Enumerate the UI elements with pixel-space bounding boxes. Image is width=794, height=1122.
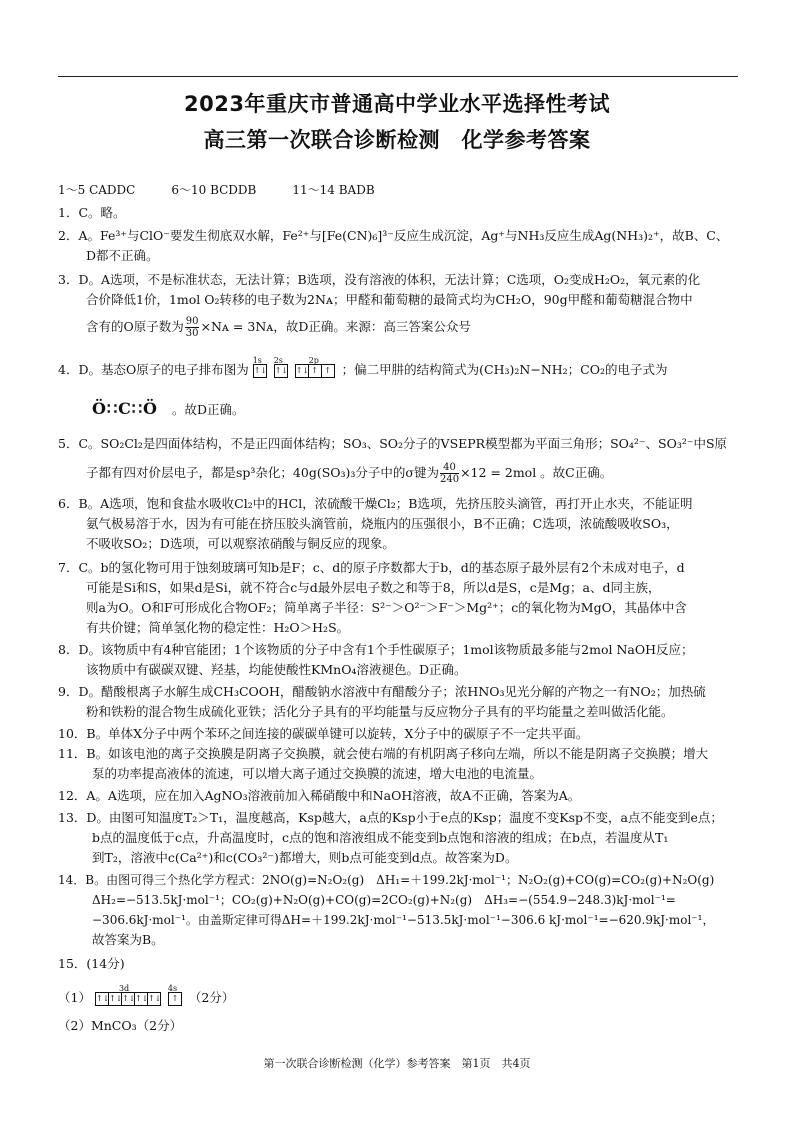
- answer-15-part2: （2）MnCO₃（2分）: [58, 1018, 183, 1033]
- part-label: （1）: [58, 990, 91, 1005]
- answer-2-line2: D都不正确。: [86, 248, 159, 263]
- fraction-numerator: 90: [185, 316, 199, 327]
- answer-3-line3: [86, 316, 744, 339]
- answer-7-line3: 则a为O。O和F可形成化合物OF₂；简单离子半径：S²⁻＞O²⁻＞F⁻＞Mg²⁺；c的氧化物为MgO，其晶体中含: [86, 600, 687, 615]
- fraction-denominator: 30: [185, 328, 199, 339]
- orbital-3d: [95, 983, 162, 1007]
- answer-4-text-pre: 4．D。基态O原子的电子排布图为: [58, 362, 249, 377]
- answer-12: 12．A。A选项，应在加入AgNO₃溶液前加入稀硝酸中和NaOH溶液，故A不正确，答案为A。: [58, 788, 581, 803]
- answer-7-line1: 7．C。b的氢化物可用于蚀刻玻璃可知b是F；c、d的原子序数都大于b，d的基态原子最外层有2个未成对电子，d: [58, 560, 685, 575]
- answer-14-line1: 14．B。由图可得三个热化学方程式：2NO(g)=N₂O₂(g) ΔH₁=＋199.2kJ·mol⁻¹；N₂O₂(g)+CO(g)=CO₂(g)+N₂O(g): [58, 873, 715, 887]
- answer-15-heading: 15．(14分): [58, 956, 125, 971]
- answer-8-line2: 该物质中有碳碳双键、羟基，均能使酸性KMnO₄溶液褪色。D正确。: [86, 662, 467, 677]
- page-title: 2023年重庆市普通高中学业水平选择性考试: [184, 92, 610, 116]
- answer-2-line1: 2．A。Fe³⁺与ClO⁻要发生彻底双水解，Fe²⁺与[Fe(CN)₆]³⁻反应生成沉淀，Ag⁺与NH₃反应生成Ag(NH₃)₂⁺，故B、C、: [58, 228, 729, 243]
- page-subtitle: 高三第一次联合诊断检测 化学参考答案: [203, 128, 591, 152]
- orbital-1s: [252, 355, 268, 379]
- orbital-label-2s: 2s: [273, 355, 283, 365]
- orbital-box: ↑: [308, 364, 322, 378]
- answer-5-line2: [86, 462, 744, 485]
- orbital-box: ↑↓: [253, 364, 267, 378]
- answers-summary: 1～5 CADDC 6～10 BCDDB 11～14 BADB: [58, 183, 375, 197]
- orbital-box: ↑↓: [134, 992, 148, 1006]
- answer-1: 1．C。略。: [58, 205, 126, 220]
- co2-electron-formula: Ö∷C∷Ö: [92, 399, 158, 418]
- answer-14-line3: −306.6kJ·mol⁻¹。由盖斯定律可得ΔH=＋199.2kJ·mol⁻¹−513.5kJ·mol⁻¹−306.6 kJ·mol⁻¹=−620.9kJ·mol⁻¹，: [92, 913, 715, 927]
- score-label: （2分）: [188, 990, 235, 1005]
- orbital-box: ↑: [321, 364, 335, 378]
- answer-3-text-pre: 含有的O原子数为: [86, 319, 184, 334]
- orbital-box: ↑↓: [295, 364, 309, 378]
- answer-4-text-post: ；偏二甲肼的结构简式为(CH₃)₂N−NH₂；CO₂的电子式为: [341, 362, 668, 377]
- answer-13-line3: 到T₂，溶液中c(Ca²⁺)和c(CO₃²⁻)都增大，则b点可能变到d点。故答案为D。: [92, 850, 518, 865]
- fraction-90-30: [185, 316, 200, 339]
- answer-14-line4: 故答案为B。: [92, 932, 164, 947]
- answer-9-line2: 粉和铁粉的混合物生成硫化亚铁；活化分子具有的平均能量与反应物分子具有的平均能量之差叫做活化能。: [86, 704, 674, 719]
- orbital-2p: [295, 355, 334, 379]
- answer-3-line2: 合价降低1价，1mol O₂转移的电子数为2Nᴀ；甲醛和葡萄糖的最简式均为CH₂O，90g甲醛和葡萄糖混合物中: [86, 292, 693, 307]
- orbital-label-1s: 1s: [252, 355, 262, 365]
- answer-14-line2: ΔH₂=−513.5kJ·mol⁻¹；CO₂(g)+N₂O(g)+CO(g)=2CO₂(g)+N₂(g) ΔH₃=−(554.9−248.3)kJ·mol⁻¹=: [92, 893, 676, 907]
- orbital-box: ↑↓: [274, 364, 288, 378]
- answer-8-line1: 8．D。该物质中有4种官能团；1个该物质的分子中含有1个手性碳原子；1mol该物质最多能与2mol NaOH反应；: [58, 642, 694, 657]
- page-footer: 第一次联合诊断检测（化学）参考答案 第1页 共4页: [263, 1057, 531, 1070]
- answer-15-part1: [58, 983, 744, 1007]
- answer-3-line1: 3．D。A选项，不是标准状态，无法计算；B选项，没有溶液的体积，无法计算；C选项，O₂变成H₂O₂，氧元素的化: [58, 272, 701, 287]
- answer-11-line1: 11．B。如该电池的离子交换膜是阴离子交换膜，就会使右端的有机阴离子移向左端，所以不能是阴离子交换膜；增大: [58, 746, 709, 761]
- answer-4-end: 。故D正确。: [172, 402, 245, 417]
- orbital-4s: [167, 983, 181, 1007]
- top-rule: [58, 76, 738, 77]
- orbital-2s: [273, 355, 289, 379]
- answer-7-line4: 有共价键；简单氢化物的稳定性：H₂O＞H₂S。: [86, 620, 350, 635]
- answer-5-text-post: ×12 = 2mol 。故C正确。: [460, 465, 613, 480]
- fraction-denominator: 240: [439, 474, 460, 485]
- answer-9-line1: 9．D。醋酸根离子水解生成CH₃COOH，醋酸钠水溶液中有醋酸分子；浓HNO₃见光分解的产物之一有NO₂；加热硫: [58, 684, 706, 699]
- answer-13-line2: b点的温度低于c点，升高温度时，c点的饱和溶液组成不能变到b点饱和溶液的组成；在b点，若温度从T₁: [92, 830, 669, 845]
- answer-3-text-post: ×Nᴀ = 3Nᴀ，故D正确。来源：高三答案公众号: [200, 319, 471, 334]
- answer-5-line1: 5．C。SO₂Cl₂是四面体结构，不是正四面体结构；SO₃、SO₂分子的VSEPR模型都为平面三角形；SO₄²⁻、SO₃²⁻中S原: [58, 436, 728, 451]
- orbital-box: ↑: [168, 992, 182, 1006]
- fraction-40-240: [440, 462, 459, 485]
- orbital-box: ↑↓: [95, 992, 109, 1006]
- answer-10: 10．B。单体X分子中两个苯环之间连接的碳碳单键可以旋转，X分子中的碳原子不一定共平面。: [58, 726, 589, 741]
- answer-5-text-pre: 子都有四对价层电子，都是sp³杂化；40g(SO₃)₃分子中的σ键为: [86, 465, 439, 480]
- orbital-label-3d: 3d: [118, 983, 130, 993]
- orbital-box: ↑↓: [147, 992, 161, 1006]
- answer-4-line1: [58, 355, 744, 379]
- orbital-box: ↑↓: [108, 992, 122, 1006]
- answer-6-line3: 不吸收SO₂；D选项，可以观察浓硝酸与铜反应的现象。: [86, 536, 395, 551]
- answer-6-line2: 氨气极易溶于水，因为有可能在挤压胶头滴管前，烧瓶内的压强很小，B不正确；C选项，浓硫酸吸收SO₃，: [86, 516, 679, 531]
- answer-13-line1: 13．D。由图可知温度T₂＞T₁，温度越高，Ksp越大，a点的Ksp小于e点的Ksp；温度不变Ksp不变，a点不能变到e点；: [58, 810, 723, 825]
- orbital-label-4s: 4s: [167, 983, 178, 993]
- orbital-box: ↑↓: [121, 992, 135, 1006]
- answer-11-line2: 泵的功率提高液体的流速，可以增大离子通过交换膜的流速，增大电池的电流量。: [92, 766, 543, 781]
- fraction-numerator: 40: [440, 462, 459, 474]
- answer-7-line2: 可能是Si和S，如果d是Si，就不符合c与d最外层电子数之和等于8，所以d是S，c是Mg；a、d同主族，: [86, 580, 661, 595]
- answer-6-line1: 6．B。A选项，饱和食盐水吸收Cl₂中的HCl，浓硫酸干燥Cl₂；B选项，先挤压胶头滴管，再打开止水夹，不能证明: [58, 496, 693, 511]
- orbital-label-2p: 2p: [308, 355, 319, 365]
